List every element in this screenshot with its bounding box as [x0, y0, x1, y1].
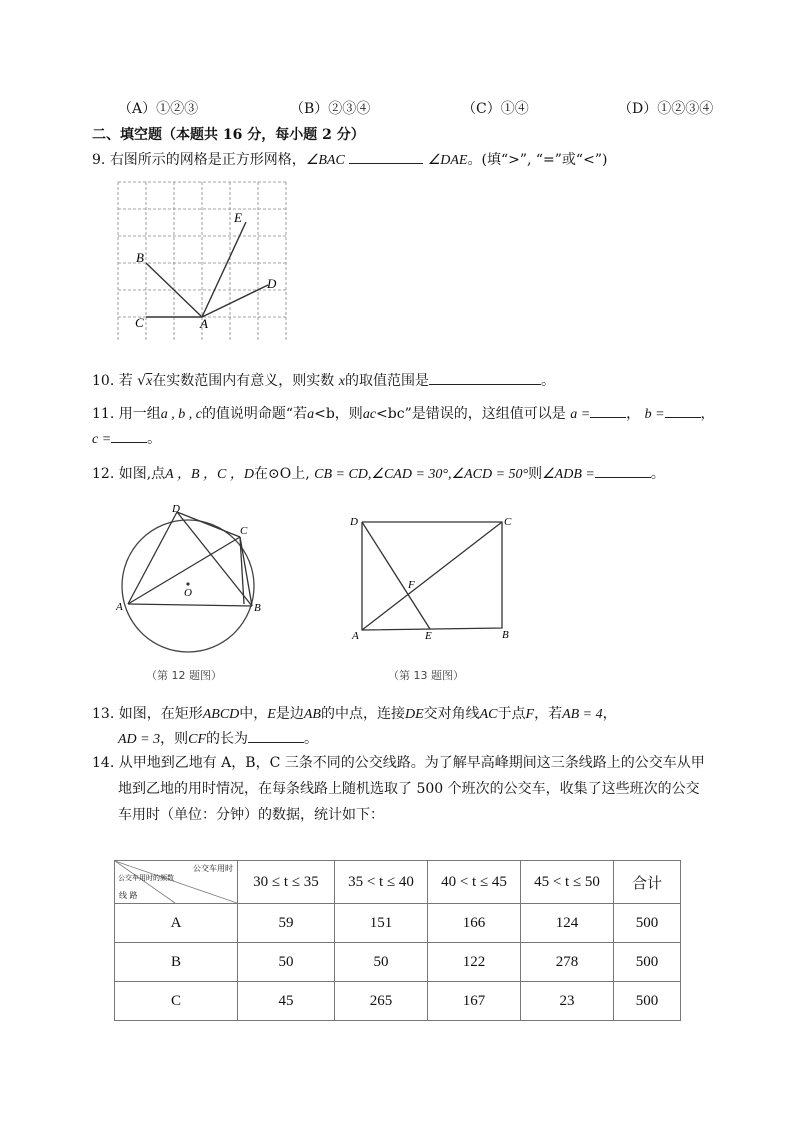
q13-cf: CF — [188, 732, 206, 747]
table-cell: 124 — [521, 904, 614, 943]
table-cell: 500 — [614, 982, 681, 1021]
q9-stem: 右图所示的网格是正方形网格， — [109, 152, 306, 168]
q13-text-c: 是边 — [275, 706, 304, 722]
q11-number: 11. — [92, 406, 115, 422]
table-cell: 151 — [335, 904, 428, 943]
q13-segment-de — [362, 522, 430, 629]
q9-label-e: E — [234, 210, 242, 225]
q12-ask: ∠ADB = — [542, 467, 595, 482]
q12-number: 12. — [92, 466, 115, 482]
q11-b-blank[interactable] — [665, 403, 701, 418]
table-header-cell: 45 < t ≤ 50 — [521, 861, 614, 904]
q11-comma2: ， — [700, 406, 715, 422]
q13-label-a: A — [352, 630, 359, 640]
q13-ab: AB — [303, 707, 321, 722]
q12-label-o: O — [184, 587, 192, 599]
q10-radicand: x — [146, 374, 153, 389]
q10-mid: 在实数范围内有意义，则实数 — [152, 373, 335, 389]
q10-pre: 若 — [118, 373, 133, 389]
q14-line1 — [92, 752, 705, 772]
q8-option-b: （B）②③④ — [290, 101, 371, 117]
q10-var: x — [338, 374, 345, 389]
q13-text-d: 的中点，连接 — [320, 706, 405, 722]
q12-label-a: A — [116, 601, 123, 613]
table-corner-cell — [115, 861, 238, 904]
route-cell: A — [115, 904, 238, 943]
q13-text-e: 交对角线 — [423, 706, 480, 722]
q9-text — [92, 149, 607, 169]
q14-line3: 车用时（单位：分钟）的数据，统计如下： — [118, 807, 384, 823]
q13-f: F — [525, 707, 535, 722]
q12-circle-figure — [112, 500, 272, 660]
q14-line2: 地到乙地的用时情况，在每条线路上随机选取了 500 个班次的公交车，收集了这些班次的公交 — [118, 781, 700, 797]
q12-label-b: B — [254, 602, 261, 614]
q11-b-label: b = — [644, 407, 665, 422]
q9-label-a: A — [200, 316, 208, 331]
q13-label-d: D — [350, 516, 358, 528]
q13-then: ，则 — [160, 731, 189, 747]
q12-label-d: D — [172, 503, 180, 515]
table-cell: 122 — [428, 943, 521, 982]
q14-number: 14. — [92, 755, 115, 771]
q13-number: 13. — [92, 706, 115, 722]
table-header-cell: 40 < t ≤ 45 — [428, 861, 521, 904]
table-row — [115, 982, 681, 1021]
q12-end: 。 — [650, 466, 665, 482]
q13-cond2: AD = 3 — [118, 732, 161, 747]
q13-text-f: 于点 — [497, 706, 526, 722]
table-header-cell: 合计 — [614, 861, 681, 904]
q13-label-c: C — [504, 516, 512, 528]
q13-line1 — [92, 703, 617, 723]
q11-vars: a , b , c — [160, 407, 202, 422]
q11-cond-a: a — [307, 407, 315, 422]
q12-stem: 如图,点 — [118, 466, 166, 482]
q12-points: A ，B ，C ，D — [165, 467, 254, 482]
q11-cond-bc: <bc”是错误的，这组值可以是 — [376, 406, 566, 422]
q13-rect: ABCD — [202, 707, 240, 722]
q8-option-d: （D）①②③④ — [618, 101, 714, 117]
q11-comma1: ， — [626, 406, 641, 422]
route-cell: B — [115, 943, 238, 982]
q13-length: 的长为 — [206, 731, 248, 747]
q11-cond-lt: <b，则 — [314, 406, 363, 422]
q12-answer-blank[interactable] — [595, 463, 651, 478]
q13-diagonal-ac — [362, 522, 502, 630]
q12-on-circle: 在⊙O上, — [253, 466, 310, 482]
q9-answer-blank[interactable] — [349, 149, 423, 164]
q13-caption: （第 13 题图） — [388, 669, 464, 682]
table-row — [115, 904, 681, 943]
q8-option-c: （C）①④ — [462, 101, 529, 117]
q11-a-label: a = — [570, 407, 591, 422]
q10-post: 的取值范围是 — [344, 373, 429, 389]
q10-number: 10. — [92, 373, 115, 389]
q13-ac: AC — [479, 707, 498, 722]
q9-number: 9. — [92, 152, 106, 168]
q9-angle-dae: ∠DAE — [427, 153, 468, 168]
q9-label-d: D — [267, 276, 277, 291]
q11-line2 — [92, 428, 161, 448]
q8-option-a: （A）①②③ — [118, 101, 199, 117]
q10-answer-blank[interactable] — [429, 370, 541, 385]
q12-then: 则 — [528, 466, 543, 482]
q11-cond-ac: ac — [362, 407, 377, 422]
q12-cond1: ,∠CAD = 30° — [367, 467, 449, 482]
route-cell: C — [115, 982, 238, 1021]
q13-line2 — [118, 728, 318, 748]
q13-label-b: B — [502, 629, 509, 640]
q12-center-dot — [186, 582, 189, 585]
q9-label-c: C — [135, 315, 144, 330]
table-cell: 50 — [335, 943, 428, 982]
q12-label-c: C — [240, 525, 248, 537]
corner-mid-label: 公交车用时的频数 — [118, 874, 174, 882]
q10-end: 。 — [540, 373, 555, 389]
q12-text — [92, 463, 665, 483]
q11-end: 。 — [147, 431, 162, 447]
q9-angle-bac: ∠BAC — [305, 153, 345, 168]
q13-label-f: F — [408, 579, 415, 591]
q13-e: E — [267, 707, 276, 722]
table-header-row — [115, 861, 681, 904]
q11-a-blank[interactable] — [590, 403, 626, 418]
table-cell: 50 — [238, 943, 335, 982]
table-header-cell: 35 < t ≤ 40 — [335, 861, 428, 904]
q13-answer-blank[interactable] — [248, 728, 304, 743]
q9-label-b: B — [136, 250, 144, 265]
bus-time-table — [114, 860, 681, 1021]
table-cell: 265 — [335, 982, 428, 1021]
q13-text-g: ，若 — [534, 706, 563, 722]
table-cell: 166 — [428, 904, 521, 943]
q10-sqrt: √x — [137, 373, 153, 389]
table-cell: 23 — [521, 982, 614, 1021]
q13-cond1: AB = 4 — [562, 707, 603, 722]
q13-de: DE — [404, 707, 424, 722]
table-cell: 59 — [238, 904, 335, 943]
q13-label-e: E — [425, 630, 432, 640]
q9-grid-figure — [116, 180, 292, 340]
corner-top-label: 公交车用时 — [193, 864, 233, 873]
table-cell: 278 — [521, 943, 614, 982]
table-cell: 167 — [428, 982, 521, 1021]
corner-bottom-label: 线 路 — [119, 891, 138, 900]
q14-text1: 从甲地到乙地有 A，B，C 三条不同的公交线路。为了解早高峰期间这三条线路上的公交车从甲 — [118, 755, 705, 771]
q13-text-b: 中， — [239, 706, 268, 722]
table-cell: 45 — [238, 982, 335, 1021]
q12-arcs: CB = CD — [314, 467, 368, 482]
table-row — [115, 943, 681, 982]
table-cell: 500 — [614, 943, 681, 982]
q13-text-a: 如图，在矩形 — [118, 706, 203, 722]
q10-text — [92, 370, 555, 390]
q11-c-label: c = — [92, 432, 112, 447]
q11-text-b: 的值说明命题“若 — [201, 406, 308, 422]
table-header-cell: 30 ≤ t ≤ 35 — [238, 861, 335, 904]
q13-text-h: ， — [602, 706, 617, 722]
q11-text-a: 用一组 — [118, 406, 161, 422]
q13-rectangle-figure — [346, 510, 526, 640]
q11-c-blank[interactable] — [111, 428, 147, 443]
q12-cond2: ,∠ACD = 50° — [448, 467, 529, 482]
section-title: 二、填空题（本题共 16 分，每小题 2 分） — [92, 127, 365, 143]
q11-line1 — [92, 403, 715, 423]
q9-hint: 。(填“>”, “=”或“<”) — [467, 152, 608, 168]
q12-caption: （第 12 题图） — [146, 669, 222, 682]
table-cell: 500 — [614, 904, 681, 943]
q13-end: 。 — [304, 731, 318, 747]
